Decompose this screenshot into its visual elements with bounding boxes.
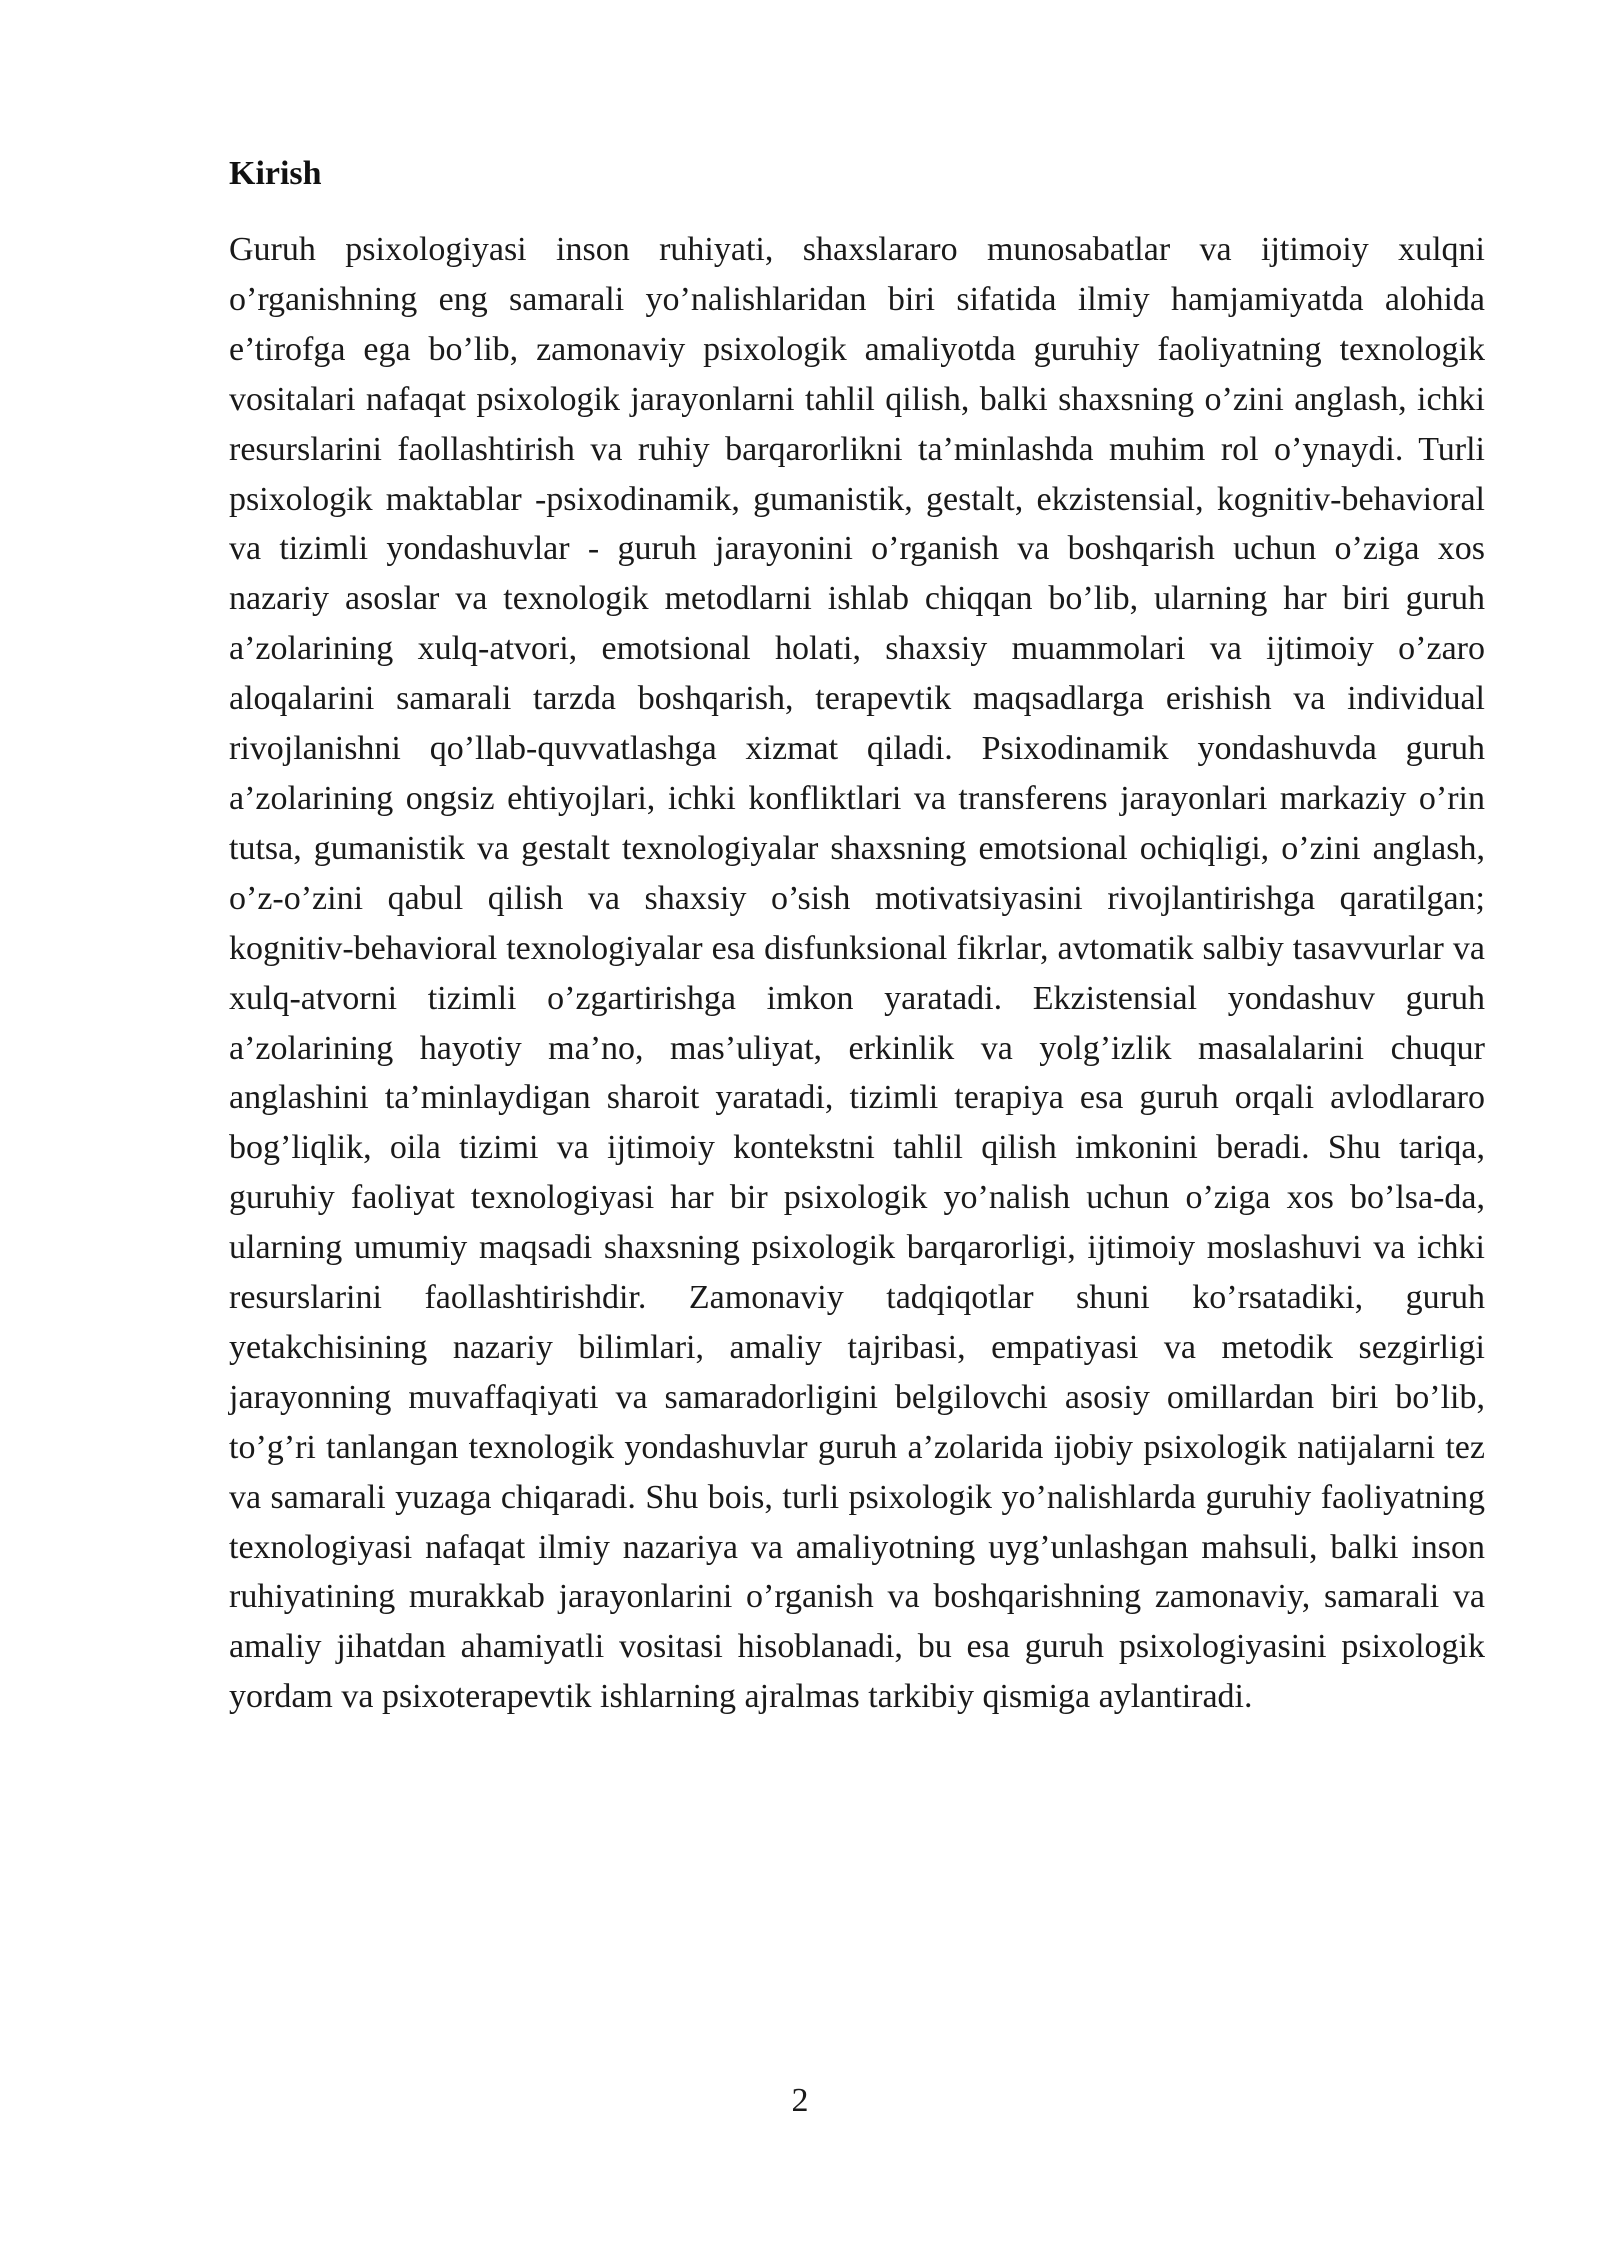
page-number: 2 (791, 2082, 809, 2119)
section-heading: Kirish (229, 155, 322, 192)
body-paragraph: Guruh psixologiyasi inson ruhiyati, shaxslararo munosabatlar va ijtimoiy xulqni o’rganishning eng samarali yo’nalishlaridan biri sifatida ilmiy hamjamiyatda alohida e’tirofga ega bo’lib, zamonaviy psixologik amaliyotda guruhiy faoliyatning texnologik vositalari nafaqat psixologik jarayonlarni tahlil qilish, balki shaxsning o’zini anglash, ichki resurslarini faollashtirish va ruhiy barqarorlikni ta’minlashda muhim rol o’ynaydi. Turli psixologik maktablar -psixodinamik, gumanistik, gestalt, ekzistensial, kognitiv-behavioral va tizimli yondashuvlar - guruh jarayonini o’rganish va boshqarish uchun o’ziga xos nazariy asoslar va texnologik metodlarni ishlab chiqqan bo’lib, ularning har biri guruh a’zolarining xulq-atvori, emotsional holati, shaxsiy muammolari va ijtimoiy o’zaro aloqalarini samarali tarzda boshqarish, terapevtik maqsadlarga erishish va individual rivojlanishni qo’llab-quvvatlashga xizmat qiladi. Psixodinamik yondashuvda guruh a’zolarining ongsiz ehtiyojlari, ichki konfliktlari va transferens jarayonlari markaziy o’rin tutsa, gumanistik va gestalt texnologiyalar shaxsning emotsional ochiqligi, o’zini anglash, o’z-o’zini qabul qilish va shaxsiy o’sish motivatsiyasini rivojlantirishga qaratilgan; kognitiv-behavioral texnologiyalar esa disfunksional fikrlar, avtomatik salbiy tasavvurlar va xulq-atvorni tizimli o’zgartirishga imkon yaratadi. Ekzistensial yondashuv guruh a’zolarining hayotiy ma’no, mas’uliyat, erkinlik va yolg’izlik masalalarini chuqur anglashini ta’minlaydigan sharoit yaratadi, tizimli terapiya esa guruh orqali avlodlararo bog’liqlik, oila tizimi va ijtimoiy kontekstni tahlil qilish imkonini beradi. Shu tariqa, guruhiy faoliyat texnologiyasi har bir psixologik yo’nalish uchun o’ziga xos bo’lsa-da, ularning umumiy maqsadi shaxsning psixologik barqarorligi, ijtimoiy moslashuvi va ichki resurslarini faollashtirishdir. Zamonaviy tadqiqotlar shuni ko’rsatadiki, guruh yetakchisining nazariy bilimlari, amaliy tajribasi, empatiyasi va metodik sezgirligi jarayonning muvaffaqiyati va samaradorligini belgilovchi asosiy omillardan biri bo’lib, to’g’ri tanlangan texnologik yondashuvlar guruh a’zolarida ijobiy psixologik natijalarni tez va samarali yuzaga chiqaradi. Shu bois, turli psixologik yo’nalishlarda guruhiy faoliyatning texnologiyasi nafaqat ilmiy nazariya va amaliyotning uyg’unlashgan mahsuli, balki inson ruhiyatining murakkab jarayonlarini o’rganish va boshqarishning zamonaviy, samarali va amaliy jihatdan ahamiyatli vositasi hisoblanadi, bu esa guruh psixologiyasini psixologik yordam va psixoterapevtik ishlarning ajralmas tarkibiy qismiga aylantiradi. (229, 231, 1485, 1716)
